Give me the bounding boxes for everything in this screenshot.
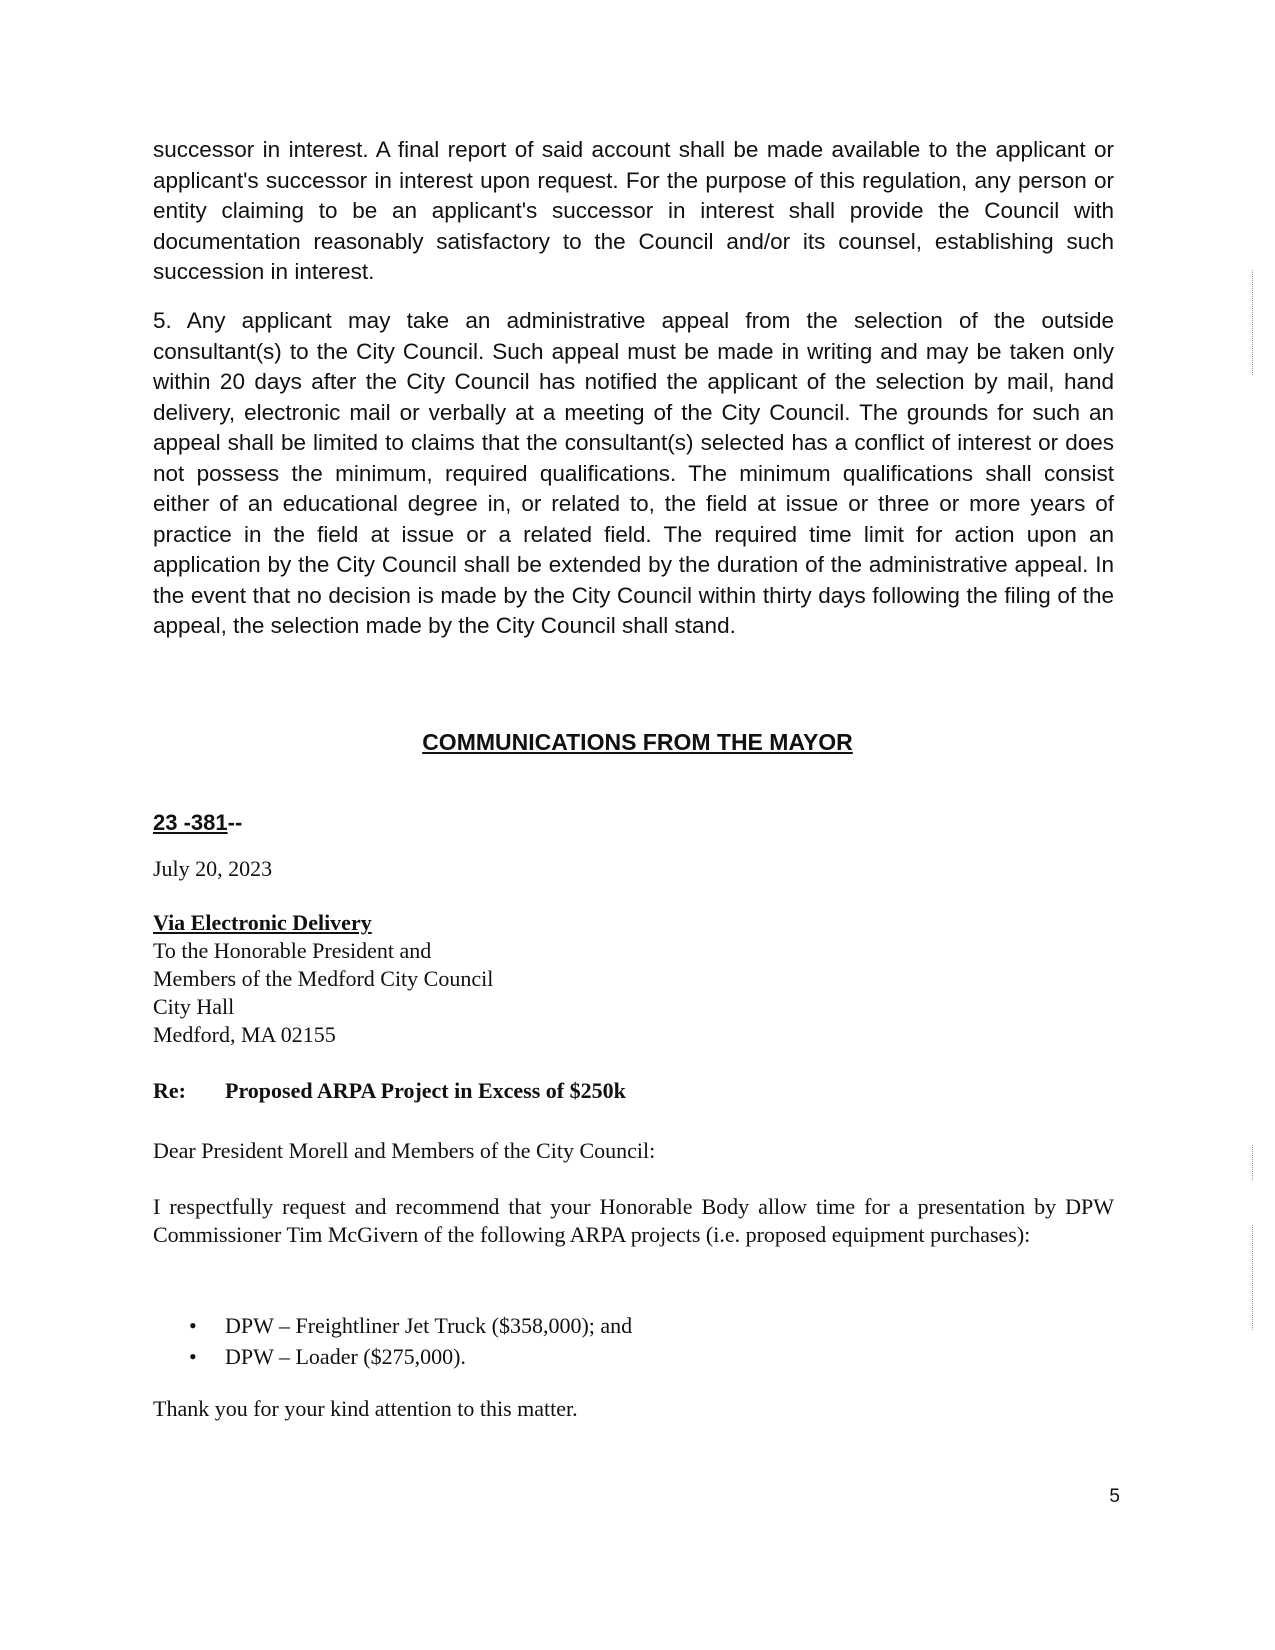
scan-edge-mark	[1252, 1225, 1253, 1330]
section-heading: COMMUNICATIONS FROM THE MAYOR	[422, 729, 853, 755]
scan-edge-mark	[1252, 1145, 1253, 1180]
address-line: To the Honorable President and	[153, 938, 432, 963]
letter-body: I respectfully request and recommend that your Honorable Body allow time for a presentation by DPW Commissioner Tim McGivern of the following ARPA projects (i.e. proposed equipment purchases):	[153, 1194, 1114, 1247]
list-item-text: DPW – Freightliner Jet Truck ($358,000); and	[225, 1313, 633, 1338]
recipient-address	[153, 937, 493, 1049]
list-item	[189, 1310, 632, 1341]
list-item	[189, 1341, 632, 1372]
closing-line: Thank you for your kind attention to this matter.	[153, 1396, 578, 1421]
address-line: Medford, MA 02155	[153, 1022, 336, 1047]
address-line: City Hall	[153, 994, 235, 1019]
subject-line	[153, 1078, 626, 1104]
paragraph-successor-interest: successor in interest. A final report of said account shall be made available to the applicant or applicant's successor in interest upon request. For the purpose of this regulation, any person or entity claiming to be an applicant's successor in interest shall provide the Council with documentation reasonably satisfactory to the Council and/or its counsel, establishing such succession in interest.	[153, 137, 1114, 284]
subject-text: Proposed ARPA Project in Excess of $250k	[225, 1078, 626, 1103]
item-number-suffix: --	[227, 810, 243, 835]
project-list	[189, 1310, 632, 1372]
letter-date: July 20, 2023	[153, 856, 273, 881]
page-number: 5	[1109, 1486, 1120, 1507]
list-item-text: DPW – Loader ($275,000).	[225, 1344, 466, 1369]
subject-label: Re:	[153, 1078, 186, 1103]
item-number	[153, 810, 242, 836]
scan-edge-mark	[1252, 270, 1253, 375]
paragraph-administrative-appeal: 5. Any applicant may take an administrative appeal from the selection of the outside consultant(s) to the City Council. Such appeal must be made in writing and may be taken only within 20 days after the City Council has notified the applicant of the selection by mail, hand delivery, electronic mail or verbally at a meeting of the City Council. The grounds for such an appeal shall be limited to claims that the consultant(s) selected has a conflict of interest or does not possess the minimum, required qualifications. The minimum qualifications shall consist either of an educational degree in, or related to, the field at issue or three or more years of practice in the field at issue or a related field. The required time limit for action upon an application by the City Council shall be extended by the duration of the administrative appeal. In the event that no decision is made by the City Council within thirty days following the filing of the appeal, the selection made by the City Council shall stand.	[153, 308, 1114, 638]
address-line: Members of the Medford City Council	[153, 966, 494, 991]
item-number-value: 23 -381	[153, 810, 228, 835]
bullet-icon: •	[189, 1313, 197, 1338]
bullet-icon: •	[189, 1344, 197, 1369]
salutation: Dear President Morell and Members of the City Council:	[153, 1138, 656, 1163]
delivery-method: Via Electronic Delivery	[153, 910, 372, 935]
